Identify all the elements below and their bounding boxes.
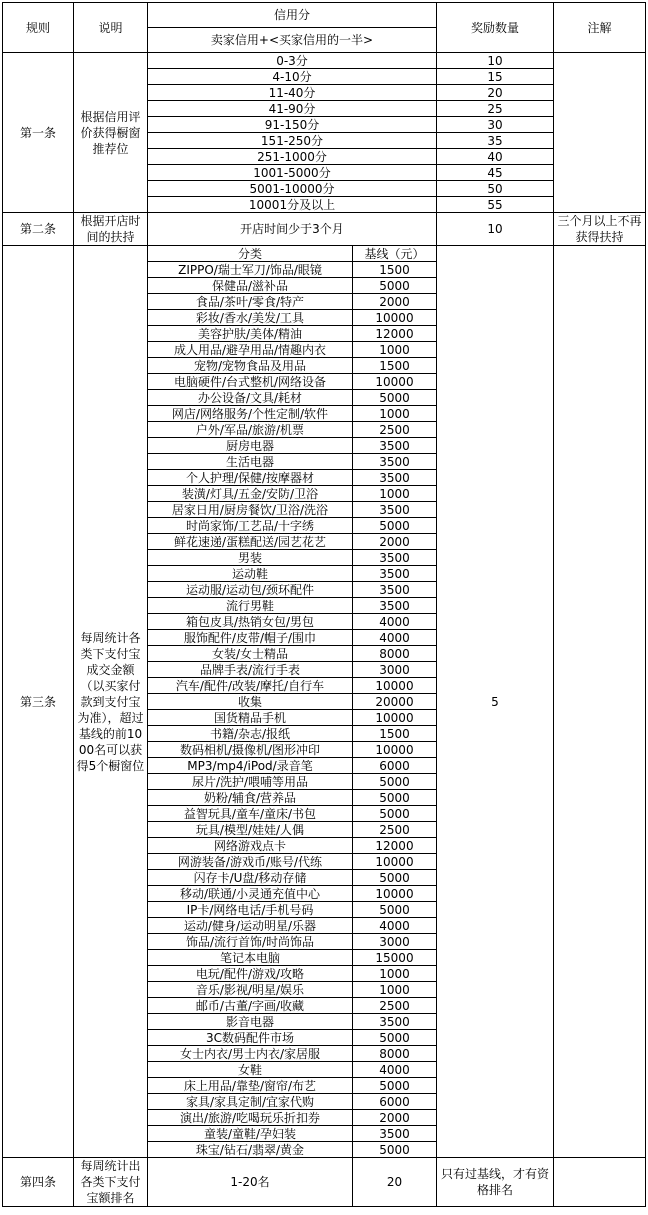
rule3-category: 办公设备/文具/耗材 (148, 390, 353, 406)
rule3-header-row (3, 246, 646, 262)
rule3-baseline: 5000 (353, 790, 437, 806)
rule3-category: 3C数码配件市场 (148, 1030, 353, 1046)
rule3-baseline: 3500 (353, 454, 437, 470)
rule3-baseline: 3000 (353, 934, 437, 950)
rule3-category: 益智玩具/童车/童床/书包 (148, 806, 353, 822)
rule3-baseline: 1000 (353, 982, 437, 998)
rule3-baseline: 3500 (353, 598, 437, 614)
rule3-baseline: 2000 (353, 534, 437, 550)
rule2-name: 第二条 (3, 213, 74, 246)
rule2-note: 三个月以上不再获得扶持 (554, 213, 646, 246)
rule1-credit-range: 5001-10000分 (148, 181, 437, 197)
rule1-credit-range: 0-3分 (148, 53, 437, 69)
rule3-category: 玩具/模型/娃娃/人偶 (148, 822, 353, 838)
rule3-category: 演出/旅游/吃喝玩乐折扣券 (148, 1110, 353, 1126)
rule3-category: IP卡/网络电话/手机号码 (148, 902, 353, 918)
rule3-category: 珠宝/钻石/翡翠/黄金 (148, 1142, 353, 1158)
rule1-credit-range: 11-40分 (148, 85, 437, 101)
rule1-note (554, 53, 646, 213)
rule3-baseline: 4000 (353, 918, 437, 934)
rule3-category: 箱包皮具/热销女包/男包 (148, 614, 353, 630)
rule1-reward: 35 (437, 133, 554, 149)
rule3-category: 网店/网络服务/个性定制/软件 (148, 406, 353, 422)
header-note: 注解 (554, 3, 646, 53)
rule4-desc: 每周统计出各类下支付宝额排名 (74, 1158, 148, 1207)
rule3-desc: 每周统计各类下支付宝成交金额（以买家付款到支付宝为准），超过基线的前1000名可以获得5个橱窗位 (74, 246, 148, 1158)
header-row (3, 3, 646, 28)
rule3-baseline: 2500 (353, 822, 437, 838)
rule3-baseline: 10000 (353, 742, 437, 758)
rule3-baseline: 4000 (353, 614, 437, 630)
rule3-category: 生活电器 (148, 454, 353, 470)
rule1-credit-range: 41-90分 (148, 101, 437, 117)
rule3-baseline: 1000 (353, 342, 437, 358)
rule4-name: 第四条 (3, 1158, 74, 1207)
rule1-credit-range: 4-10分 (148, 69, 437, 85)
rule1-reward: 55 (437, 197, 554, 213)
rule3-baseline: 3500 (353, 470, 437, 486)
header-credit-formula: 卖家信用+<买家信用的一半> (148, 28, 437, 53)
rule3-category: 彩妆/香水/美发/工具 (148, 310, 353, 326)
rule3-category: 电脑硬件/台式整机/网络设备 (148, 374, 353, 390)
rule2-desc: 根据开店时间的扶持 (74, 213, 148, 246)
rule3-category: 运动服/运动包/颈环配件 (148, 582, 353, 598)
rule3-col-category: 分类 (148, 246, 353, 262)
rule3-baseline: 10000 (353, 678, 437, 694)
rule3-baseline: 2500 (353, 422, 437, 438)
rule3-category: ZIPPO/瑞士军刀/饰品/眼镜 (148, 262, 353, 278)
rule3-category: 服饰配件/皮带/帽子/围巾 (148, 630, 353, 646)
rule3-baseline: 5000 (353, 278, 437, 294)
rule4-row (3, 1158, 646, 1207)
rule3-baseline: 8000 (353, 646, 437, 662)
rule3-category: 床上用品/靠垫/窗帘/布艺 (148, 1078, 353, 1094)
rule3-baseline: 2500 (353, 998, 437, 1014)
rule3-category: 女士内衣/男士内衣/家居服 (148, 1046, 353, 1062)
rule3-category: 居家日用/厨房餐饮/卫浴/洗浴 (148, 502, 353, 518)
rule1-reward: 15 (437, 69, 554, 85)
rule4-rank: 1-20名 (148, 1158, 353, 1207)
rule3-baseline: 3500 (353, 502, 437, 518)
rule3-baseline: 12000 (353, 326, 437, 342)
rule3-baseline: 4000 (353, 630, 437, 646)
rule2-row (3, 213, 646, 246)
rule4-blank (554, 1158, 646, 1207)
rule3-category: 数码相机/摄像机/图形冲印 (148, 742, 353, 758)
rule3-baseline: 1500 (353, 358, 437, 374)
rule3-baseline: 10000 (353, 854, 437, 870)
rule1-credit-range: 91-150分 (148, 117, 437, 133)
rule3-category: 女装/女士精品 (148, 646, 353, 662)
header-explanation: 说明 (74, 3, 148, 53)
rule3-category: 鲜花速递/蛋糕配送/园艺花艺 (148, 534, 353, 550)
rule3-baseline: 5000 (353, 518, 437, 534)
rule3-col-baseline: 基线（元） (353, 246, 437, 262)
rule3-baseline: 1500 (353, 262, 437, 278)
rule3-baseline: 15000 (353, 950, 437, 966)
rule3-baseline: 10000 (353, 310, 437, 326)
rule3-category: 国货精品手机 (148, 710, 353, 726)
header-credit: 信用分 (148, 3, 437, 28)
rule3-category: 网游装备/游戏币/账号/代练 (148, 854, 353, 870)
rule3-baseline: 10000 (353, 886, 437, 902)
rule3-category: 移动/联通/小灵通充值中心 (148, 886, 353, 902)
rule3-baseline: 2000 (353, 294, 437, 310)
credit-reward-table (2, 2, 646, 1207)
rule3-category: 奶粉/辅食/营养品 (148, 790, 353, 806)
rule3-name: 第三条 (3, 246, 74, 1158)
rule2-condition: 开店时间少于3个月 (148, 213, 437, 246)
rule3-category: 女鞋 (148, 1062, 353, 1078)
rule3-baseline: 3500 (353, 566, 437, 582)
rule3-baseline: 5000 (353, 870, 437, 886)
rule3-category: 网络游戏点卡 (148, 838, 353, 854)
rule3-baseline: 3500 (353, 1014, 437, 1030)
rule3-category: 电玩/配件/游戏/攻略 (148, 966, 353, 982)
rule3-baseline: 5000 (353, 390, 437, 406)
rule2-reward: 10 (437, 213, 554, 246)
rule3-baseline: 8000 (353, 1046, 437, 1062)
rule3-category: 邮币/古董/字画/收藏 (148, 998, 353, 1014)
rule3-category: MP3/mp4/iPod/录音笔 (148, 758, 353, 774)
rule3-baseline: 5000 (353, 1030, 437, 1046)
rule3-category: 童装/童鞋/孕妇装 (148, 1126, 353, 1142)
rule3-baseline: 5000 (353, 1142, 437, 1158)
rule3-baseline: 5000 (353, 806, 437, 822)
rule3-category: 男装 (148, 550, 353, 566)
rule3-category: 家具/家具定制/宜家代购 (148, 1094, 353, 1110)
rule3-baseline: 1500 (353, 726, 437, 742)
rule3-category: 食品/茶叶/零食/特产 (148, 294, 353, 310)
rule3-category: 运动/健身/运动明星/乐器 (148, 918, 353, 934)
rule3-category: 保健品/滋补品 (148, 278, 353, 294)
rule3-reward: 5 (437, 246, 554, 1158)
rule1-name: 第一条 (3, 53, 74, 213)
rule1-row (3, 53, 646, 69)
rule3-category: 音乐/影视/明星/娱乐 (148, 982, 353, 998)
rule3-baseline: 3500 (353, 550, 437, 566)
rule3-baseline: 5000 (353, 1078, 437, 1094)
rule3-baseline: 1000 (353, 486, 437, 502)
rule3-baseline: 12000 (353, 838, 437, 854)
rule3-category: 笔记本电脑 (148, 950, 353, 966)
rule3-category: 宠物/宠物食品及用品 (148, 358, 353, 374)
rule3-baseline: 3500 (353, 1126, 437, 1142)
rule3-category: 户外/军品/旅游/机票 (148, 422, 353, 438)
rule3-category: 装潢/灯具/五金/安防/卫浴 (148, 486, 353, 502)
rule3-note (554, 246, 646, 1158)
rule1-reward: 50 (437, 181, 554, 197)
rule1-reward: 10 (437, 53, 554, 69)
rule1-reward: 25 (437, 101, 554, 117)
header-reward: 奖励数量 (437, 3, 554, 53)
rule3-baseline: 2000 (353, 1110, 437, 1126)
rule3-baseline: 1000 (353, 966, 437, 982)
rule3-baseline: 6000 (353, 758, 437, 774)
rule3-category: 闪存卡/U盘/移动存储 (148, 870, 353, 886)
rule3-category: 个人护理/保健/按摩器材 (148, 470, 353, 486)
rule3-baseline: 5000 (353, 774, 437, 790)
rule4-note: 只有过基线，才有资格排名 (437, 1158, 554, 1207)
rule1-reward: 30 (437, 117, 554, 133)
rule3-category: 汽车/配件/改装/摩托/自行车 (148, 678, 353, 694)
rule1-credit-range: 251-1000分 (148, 149, 437, 165)
rule1-desc: 根据信用评价获得橱窗推荐位 (74, 53, 148, 213)
rule1-credit-range: 10001分及以上 (148, 197, 437, 213)
rule1-credit-range: 1001-5000分 (148, 165, 437, 181)
rule1-credit-range: 151-250分 (148, 133, 437, 149)
rule3-baseline: 6000 (353, 1094, 437, 1110)
rule3-category: 尿片/洗护/喂哺等用品 (148, 774, 353, 790)
rule3-category: 流行男鞋 (148, 598, 353, 614)
header-rule: 规则 (3, 3, 74, 53)
rule3-category: 品牌手表/流行手表 (148, 662, 353, 678)
rule3-baseline: 3500 (353, 582, 437, 598)
rule1-reward: 20 (437, 85, 554, 101)
rule1-reward: 45 (437, 165, 554, 181)
rule3-category: 成人用品/避孕用品/情趣内衣 (148, 342, 353, 358)
rule3-category: 美容护肤/美体/精油 (148, 326, 353, 342)
rule3-category: 厨房电器 (148, 438, 353, 454)
rule3-baseline: 1000 (353, 406, 437, 422)
rule1-reward: 40 (437, 149, 554, 165)
rule3-category: 时尚家饰/工艺品/十字绣 (148, 518, 353, 534)
rule3-baseline: 3000 (353, 662, 437, 678)
rule3-baseline: 5000 (353, 902, 437, 918)
rule3-category: 饰品/流行首饰/时尚饰品 (148, 934, 353, 950)
rule3-category: 收集 (148, 694, 353, 710)
rule3-category: 运动鞋 (148, 566, 353, 582)
rule4-count: 20 (353, 1158, 437, 1207)
rule3-category: 影音电器 (148, 1014, 353, 1030)
rule3-baseline: 10000 (353, 374, 437, 390)
rule3-baseline: 10000 (353, 710, 437, 726)
rule3-baseline: 3500 (353, 438, 437, 454)
rule3-baseline: 4000 (353, 1062, 437, 1078)
rule3-category: 书籍/杂志/报纸 (148, 726, 353, 742)
rule3-baseline: 20000 (353, 694, 437, 710)
